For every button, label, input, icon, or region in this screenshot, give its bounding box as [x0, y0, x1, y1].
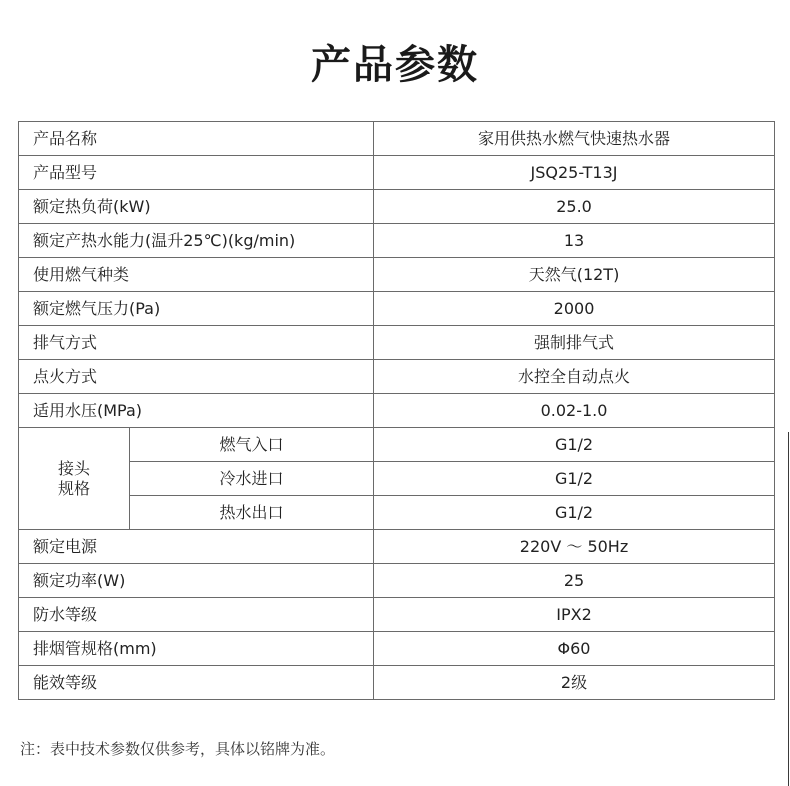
table-row — [19, 258, 775, 292]
connector-value-cold-inlet: G1/2 — [374, 462, 775, 496]
table-row — [19, 564, 775, 598]
connector-group-line1: 接头 — [57, 458, 90, 478]
connector-group-label — [19, 428, 130, 530]
row-value-power-supply: 220V ～ 50Hz — [374, 530, 775, 564]
page-title: 产品参数 — [311, 42, 479, 88]
table-row — [19, 326, 775, 360]
row-label-product-name: 产品名称 — [19, 122, 374, 156]
row-value-efficiency: 2级 — [374, 666, 775, 700]
table-row — [19, 394, 775, 428]
row-label-exhaust: 排气方式 — [19, 326, 374, 360]
row-label-flue-pipe: 排烟管规格(mm) — [19, 632, 374, 666]
row-value-flue-pipe: Φ60 — [374, 632, 775, 666]
row-label-rated-power: 额定功率(W) — [19, 564, 374, 598]
row-value-exhaust: 强制排气式 — [374, 326, 775, 360]
connector-label-gas-inlet: 燃气入口 — [130, 428, 374, 462]
row-value-ignition: 水控全自动点火 — [374, 360, 775, 394]
row-label-power-supply: 额定电源 — [19, 530, 374, 564]
spec-table — [18, 121, 775, 700]
table-row — [19, 190, 775, 224]
row-value-gas-pressure: 2000 — [374, 292, 775, 326]
row-label-gas-type: 使用燃气种类 — [19, 258, 374, 292]
row-value-gas-type: 天然气(12T) — [374, 258, 775, 292]
row-label-gas-pressure: 额定燃气压力(Pa) — [19, 292, 374, 326]
table-row — [19, 598, 775, 632]
row-label-efficiency: 能效等级 — [19, 666, 374, 700]
table-row — [19, 292, 775, 326]
row-value-heat-load: 25.0 — [374, 190, 775, 224]
edge-divider-line — [788, 432, 789, 786]
row-label-heat-load: 额定热负荷(kW) — [19, 190, 374, 224]
row-value-product-name: 家用供热水燃气快速热水器 — [374, 122, 775, 156]
table-row — [19, 122, 775, 156]
connector-label-hot-outlet: 热水出口 — [130, 496, 374, 530]
table-row — [19, 462, 775, 496]
row-label-waterproof: 防水等级 — [19, 598, 374, 632]
table-row — [19, 632, 775, 666]
connector-label-cold-inlet: 冷水进口 — [130, 462, 374, 496]
row-value-water-pressure: 0.02-1.0 — [374, 394, 775, 428]
table-row — [19, 156, 775, 190]
row-label-ignition: 点火方式 — [19, 360, 374, 394]
table-row — [19, 360, 775, 394]
row-label-hot-water-capacity: 额定产热水能力(温升25℃)(kg/min) — [19, 224, 374, 258]
table-row — [19, 666, 775, 700]
row-label-water-pressure: 适用水压(MPa) — [19, 394, 374, 428]
row-value-rated-power: 25 — [374, 564, 775, 598]
connector-value-hot-outlet: G1/2 — [374, 496, 775, 530]
row-value-hot-water-capacity: 13 — [374, 224, 775, 258]
connector-group-line2: 规格 — [57, 478, 90, 498]
table-row — [19, 530, 775, 564]
connector-value-gas-inlet: G1/2 — [374, 428, 775, 462]
table-row — [19, 428, 775, 462]
table-row — [19, 496, 775, 530]
footnote: 注：表中技术参数仅供参考，具体以铭牌为准。 — [20, 740, 336, 758]
row-label-model: 产品型号 — [19, 156, 374, 190]
row-value-waterproof: IPX2 — [374, 598, 775, 632]
row-value-model: JSQ25-T13J — [374, 156, 775, 190]
table-row — [19, 224, 775, 258]
